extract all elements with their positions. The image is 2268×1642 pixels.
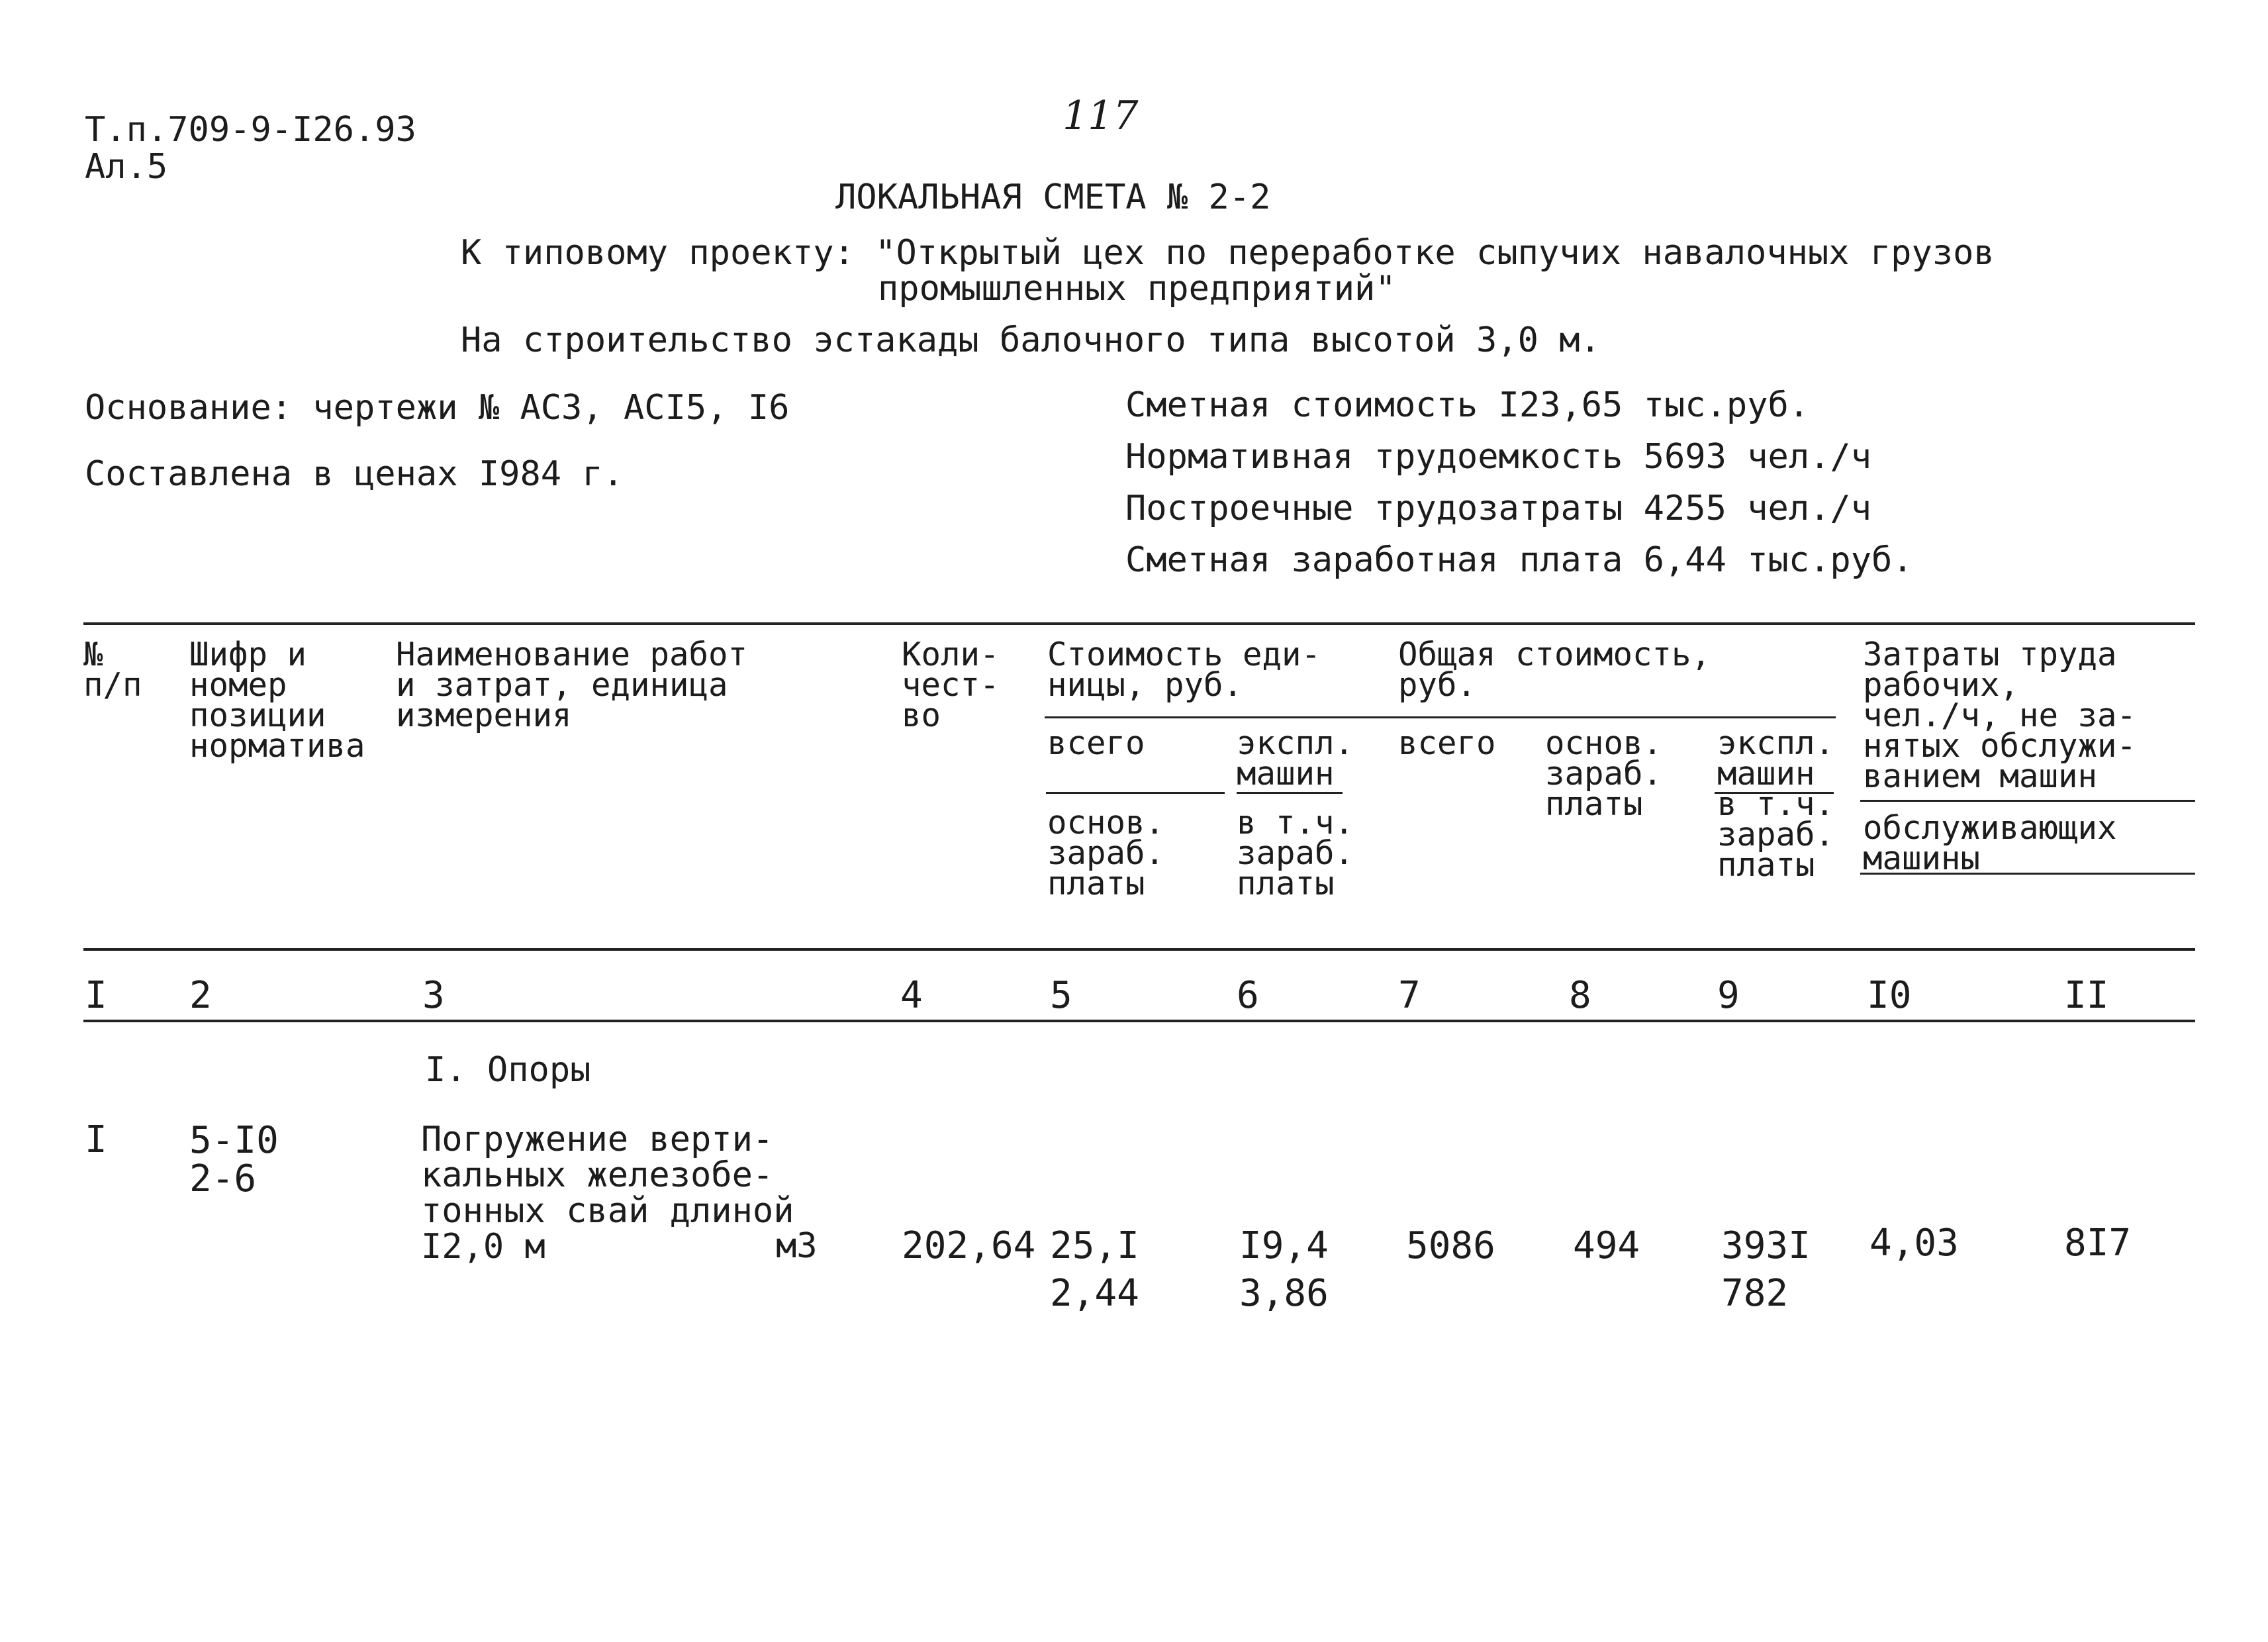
labor-split-rule (1860, 800, 2195, 802)
header-unit-cost: Стоимость еди- ницы, руб. (1047, 636, 1321, 704)
header-unit-wage: основ. зараб. платы (1047, 804, 1165, 902)
row-work-name: Погружение верти- кальных железобе- тонных свай длиной I2,0 м (421, 1120, 794, 1267)
header-quantity: Коли- чест- во (902, 636, 1000, 734)
row-total-all: 5086 (1406, 1224, 1495, 1267)
col-number-9: 9 (1717, 974, 1740, 1017)
basis-drawings: Основание: чертежи № АС3, АСI5, I6 (85, 388, 790, 428)
header-unit-machines: экспл. машин (1237, 724, 1354, 793)
col-number-10: I0 (1867, 974, 1912, 1017)
header-row-number: № п/п (83, 636, 142, 704)
header-bottom-rule (83, 948, 2195, 951)
project-line-1: К типовому проекту: "Открытый цех по переработке сыпучих навалочных грузов (461, 233, 1995, 273)
row-quantity: 202,64 (902, 1224, 1036, 1267)
header-unit-total: всего (1047, 724, 1145, 762)
project-line-2: промышленных предприятий" (878, 269, 1396, 309)
row-labor-total: 8I7 (2064, 1222, 2132, 1265)
col-number-8: 8 (1569, 974, 1591, 1017)
row-norm-code: 5-I0 2-6 (189, 1119, 279, 1200)
col-number-4: 4 (900, 974, 923, 1017)
document-code: Т.п.709-9-I26.93 (85, 110, 416, 150)
header-total-machine-wage: в т.ч. зараб. платы (1717, 785, 1835, 884)
col-number-3: 3 (422, 974, 445, 1017)
summary-labor-norm: Нормативная трудоемкость 5693 чел./ч (1125, 437, 1872, 477)
row-total-wage: 494 (1573, 1224, 1640, 1267)
header-labor: Затраты труда рабочих, чел./ч, не за- нятых обслужи- ванием машин (1863, 636, 2137, 795)
row-labor: 4,03 (1869, 1222, 1959, 1265)
row-number: I (85, 1118, 107, 1161)
col-number-11: II (2064, 974, 2109, 1017)
col-number-7: 7 (1398, 974, 1421, 1017)
row-unit-machine-wage: 3,86 (1239, 1272, 1329, 1315)
summary-cost: Сметная стоимость I23,65 тыс.руб. (1125, 385, 1810, 425)
price-basis: Составлена в ценах I984 г. (85, 454, 624, 494)
table-top-rule (83, 622, 2195, 625)
col-numbers-rule (83, 1020, 2195, 1022)
summary-wages: Сметная заработная плата 6,44 тыс.руб. (1125, 540, 1913, 580)
page-number: 117 (1063, 93, 1139, 139)
header-unit-machine-wage: в т.ч. зараб. платы (1237, 804, 1354, 902)
row-unit: м3 (776, 1226, 818, 1266)
header-norm-code: Шифр и номер позиции норматива (189, 636, 365, 765)
summary-labor-site: Построечные трудозатраты 4255 чел./ч (1125, 489, 1872, 528)
header-total-cost: Общая стоимость, руб. (1398, 636, 1711, 704)
estimate-subject: На строительство эстакады балочного типа высотой 3,0 м. (461, 320, 1601, 360)
header-total-all: всего (1398, 724, 1496, 762)
col-number-5: 5 (1050, 974, 1072, 1017)
row-unit-wage: 2,44 (1050, 1272, 1139, 1315)
row-unit-total: 25,I (1050, 1224, 1139, 1267)
header-total-wage: основ. зараб. платы (1545, 724, 1663, 823)
header-total-machines: экспл. машин (1717, 724, 1835, 793)
unit-total-wage-rule (1046, 792, 1225, 794)
col-number-6: 6 (1237, 974, 1259, 1017)
row-unit-machines: I9,4 (1239, 1224, 1329, 1267)
col-number-1: I (85, 974, 107, 1017)
section-heading: I. Опоры (425, 1050, 591, 1090)
row-total-machine-wage: 782 (1721, 1272, 1789, 1315)
album-number: Ал.5 (85, 147, 168, 187)
header-work-name: Наименование работ и затрат, единица измерения (396, 636, 748, 734)
col-number-2: 2 (189, 974, 212, 1017)
row-total-machines: 393I (1721, 1224, 1811, 1267)
header-labor-machine: обслуживающих машины (1863, 809, 2117, 877)
cost-group-rule (1045, 716, 1836, 718)
document-title: ЛОКАЛЬНАЯ СМЕТА № 2-2 (835, 177, 1271, 217)
